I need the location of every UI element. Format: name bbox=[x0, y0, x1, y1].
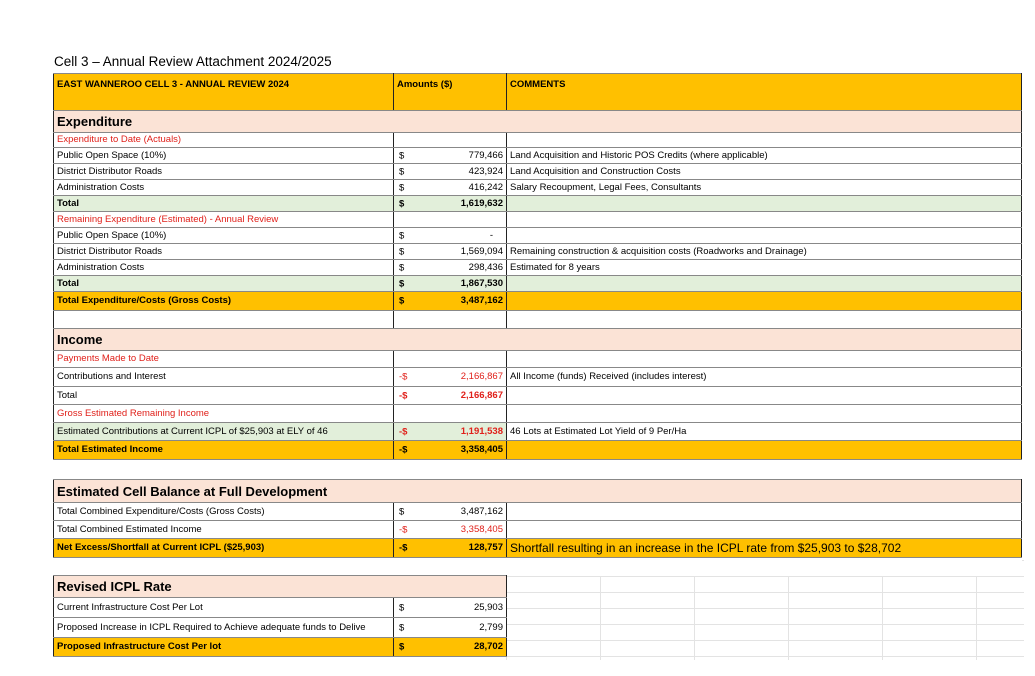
row-amount: 2,166,867 bbox=[460, 371, 503, 383]
currency-symbol: -$ bbox=[399, 389, 408, 401]
row-comment: Shortfall resulting in an increase in the ICPL rate from $25,903 to $28,702 bbox=[507, 539, 1022, 558]
row-comment: Estimated for 8 years bbox=[507, 260, 1022, 276]
row-label: Total bbox=[54, 196, 394, 212]
currency-symbol: $ bbox=[399, 621, 405, 633]
currency-symbol: -$ bbox=[399, 444, 408, 456]
row-label: Total Combined Estimated Income bbox=[54, 521, 394, 539]
row-amount: 25,903 bbox=[473, 601, 503, 613]
table-row bbox=[54, 260, 1022, 276]
section-row-balance bbox=[54, 480, 1022, 503]
row-amount: 2,166,867 bbox=[460, 389, 503, 401]
section-title-expenditure: Expenditure bbox=[54, 111, 1022, 133]
currency-symbol: $ bbox=[399, 181, 405, 193]
total-row-actuals bbox=[54, 196, 1022, 212]
table-row bbox=[54, 423, 1022, 441]
subsection-label-actuals: Expenditure to Date (Actuals) bbox=[54, 133, 394, 148]
row-label: Total Expenditure/Costs (Gross Costs) bbox=[54, 292, 394, 311]
row-amount: 3,487,162 bbox=[460, 505, 503, 517]
row-amount: 128,757 bbox=[468, 542, 503, 554]
row-amount: 416,242 bbox=[468, 181, 503, 193]
table-row bbox=[54, 228, 1022, 244]
currency-symbol: $ bbox=[399, 261, 405, 273]
row-amount: 28,702 bbox=[473, 641, 503, 653]
row-comment: Remaining construction & acquisition costs (Roadworks and Drainage) bbox=[507, 244, 1022, 260]
table-row bbox=[54, 598, 1022, 618]
row-amount: 1,569,094 bbox=[460, 245, 503, 257]
row-comment: All Income (funds) Received (includes interest) bbox=[507, 368, 1022, 387]
subsection-row bbox=[54, 405, 1022, 423]
table-row bbox=[54, 164, 1022, 180]
total-row-remaining bbox=[54, 276, 1022, 292]
header-title: EAST WANNEROO CELL 3 - ANNUAL REVIEW 2024 bbox=[54, 74, 394, 111]
row-comment: 46 Lots at Estimated Lot Yield of 9 Per/Ha bbox=[507, 423, 1022, 441]
table-header-row bbox=[54, 74, 1022, 111]
row-amount: 3,358,405 bbox=[460, 523, 503, 535]
grand-total-row-income bbox=[54, 441, 1022, 460]
section-title-income: Income bbox=[54, 329, 1022, 351]
row-label: District Distributor Roads bbox=[54, 164, 394, 180]
row-label: Total bbox=[54, 387, 394, 405]
blank-row bbox=[54, 311, 1022, 329]
row-amount: 1,191,538 bbox=[460, 425, 503, 437]
grand-total-row-expenditure bbox=[54, 292, 1022, 311]
proposed-icpl-row bbox=[54, 638, 1022, 657]
row-amount: 298,436 bbox=[468, 261, 503, 273]
row-label: Total Combined Expenditure/Costs (Gross Costs) bbox=[54, 503, 394, 521]
row-label: Proposed Infrastructure Cost Per lot bbox=[54, 638, 394, 657]
table-row bbox=[54, 244, 1022, 260]
blank-row bbox=[54, 460, 1022, 480]
section-title-icpl: Revised ICPL Rate bbox=[54, 576, 507, 598]
table-row bbox=[54, 618, 1022, 638]
subsection-row bbox=[54, 133, 1022, 148]
table-row bbox=[54, 521, 1022, 539]
row-label: Total Estimated Income bbox=[54, 441, 394, 460]
row-label: Contributions and Interest bbox=[54, 368, 394, 387]
subsection-label-gross: Gross Estimated Remaining Income bbox=[54, 405, 394, 423]
currency-symbol: -$ bbox=[399, 523, 408, 535]
row-amount: 3,358,405 bbox=[460, 444, 503, 456]
currency-symbol: -$ bbox=[399, 371, 408, 383]
row-label: Administration Costs bbox=[54, 260, 394, 276]
subsection-row bbox=[54, 212, 1022, 228]
row-amount: 3,487,162 bbox=[460, 295, 503, 307]
header-amounts: Amounts ($) bbox=[394, 74, 507, 111]
row-label: Proposed Increase in ICPL Required to Achieve adequate funds to Delive bbox=[54, 618, 394, 638]
row-label: Administration Costs bbox=[54, 180, 394, 196]
row-label: Net Excess/Shortfall at Current ICPL ($25,903) bbox=[54, 539, 394, 558]
section-row-icpl bbox=[54, 576, 1022, 598]
currency-symbol: $ bbox=[399, 641, 405, 653]
row-amount: 779,466 bbox=[468, 149, 503, 161]
row-amount: 1,867,530 bbox=[460, 277, 503, 289]
currency-symbol: $ bbox=[399, 149, 405, 161]
row-label: Public Open Space (10%) bbox=[54, 228, 394, 244]
blank-row bbox=[54, 558, 1022, 576]
total-row-payments bbox=[54, 387, 1022, 405]
section-row-expenditure bbox=[54, 111, 1022, 133]
subsection-label-payments: Payments Made to Date bbox=[54, 351, 394, 368]
subsection-label-remaining: Remaining Expenditure (Estimated) - Annual Review bbox=[54, 212, 394, 228]
currency-symbol: $ bbox=[399, 295, 405, 307]
currency-symbol: -$ bbox=[399, 425, 408, 437]
section-title-balance: Estimated Cell Balance at Full Development bbox=[54, 480, 1022, 503]
currency-symbol: $ bbox=[399, 277, 405, 289]
table-row bbox=[54, 148, 1022, 164]
currency-symbol: $ bbox=[399, 165, 405, 177]
currency-symbol: $ bbox=[399, 197, 405, 209]
currency-symbol: -$ bbox=[399, 542, 408, 554]
row-comment: Land Acquisition and Historic POS Credits (where applicable) bbox=[507, 148, 1022, 164]
subsection-row bbox=[54, 351, 1022, 368]
currency-symbol: $ bbox=[399, 601, 405, 613]
annual-review-table bbox=[53, 73, 1022, 657]
table-row bbox=[54, 368, 1022, 387]
currency-symbol: $ bbox=[399, 229, 405, 241]
row-label: District Distributor Roads bbox=[54, 244, 394, 260]
row-amount: 1,619,632 bbox=[460, 197, 503, 209]
row-amount: 2,799 bbox=[479, 621, 503, 633]
document-caption: Cell 3 – Annual Review Attachment 2024/2025 bbox=[54, 54, 332, 69]
row-comment bbox=[507, 228, 1022, 244]
row-comment: Land Acquisition and Construction Costs bbox=[507, 164, 1022, 180]
row-label: Total bbox=[54, 276, 394, 292]
table-row bbox=[54, 503, 1022, 521]
currency-symbol: $ bbox=[399, 505, 405, 517]
header-comments: COMMENTS bbox=[507, 74, 1022, 111]
table-row bbox=[54, 180, 1022, 196]
row-amount: 423,924 bbox=[468, 165, 503, 177]
section-row-income bbox=[54, 329, 1022, 351]
currency-symbol: $ bbox=[399, 245, 405, 257]
row-label: Public Open Space (10%) bbox=[54, 148, 394, 164]
row-label: Current Infrastructure Cost Per Lot bbox=[54, 598, 394, 618]
row-comment: Salary Recoupment, Legal Fees, Consultants bbox=[507, 180, 1022, 196]
row-label: Estimated Contributions at Current ICPL of $25,903 at ELY of 46 bbox=[54, 423, 394, 441]
net-shortfall-row bbox=[54, 539, 1022, 558]
row-amount: - bbox=[489, 229, 493, 241]
